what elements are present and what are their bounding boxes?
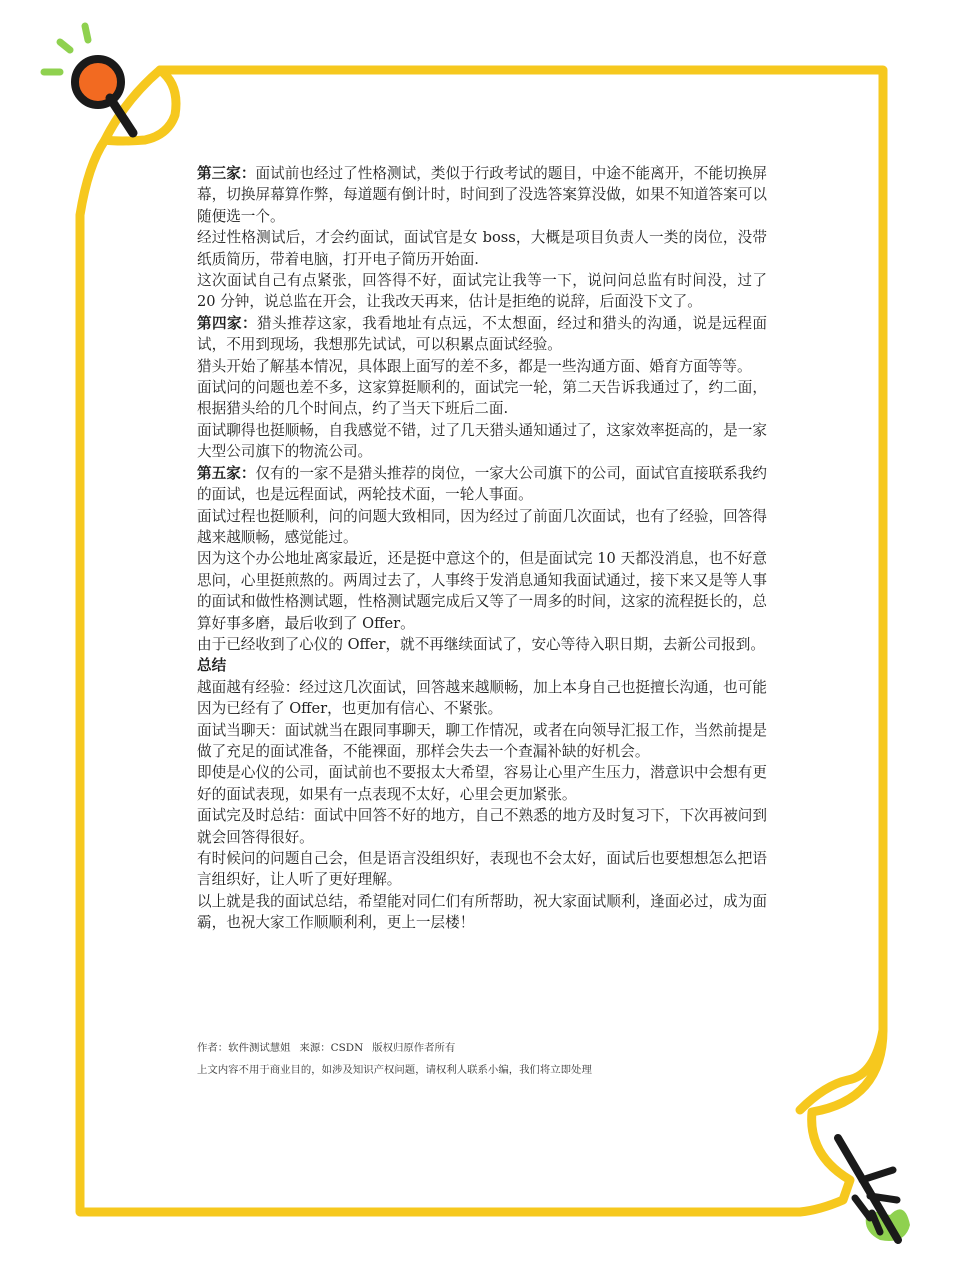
paragraph: 由于已经收到了心仪的 Offer，就不再继续面试了，安心等待入职日期，去新公司报到。 (197, 635, 765, 653)
summary-paragraph: 越面越有经验：经过这几次面试，回答越来越顺畅，加上本身自己也挺擅长沟通，也可能因为已经有了 Offer，也更加有信心、不紧张。 (197, 678, 767, 718)
disclaimer: 上文内容不用于商业目的，如涉及知识产权问题，请权利人联系小编，我们将立即处理 (197, 1064, 592, 1076)
summary-paragraph: 面试完及时总结：面试中回答不好的地方，自己不熟悉的地方及时复习下，下次再被问到就会回答得很好。 (197, 807, 767, 846)
credit-line (197, 1042, 797, 1055)
summary-paragraph: 即使是心仪的公司，面试前也不要报太大希望，容易让心里产生压力，潜意识中会想有更好的面试表现，如果有一点表现不太好，心里会更加紧张。 (197, 764, 767, 803)
paragraph: 因为这个办公地址离家最近，还是挺中意这个的，但是面试完 10 天都没消息，也不好意思问，心里挺煎熬的。两周过去了，人事终于发消息通知我面试通过，接下来又是等人事的面试和做性格测试题，性格测试题完成后又等了一周多的时间，这家的流程挺长的，总算好事多磨，最后收到了 Offer。 (197, 550, 767, 632)
summary-paragraph: 以上就是我的面试总结，希望能对同仁们有所帮助，祝大家面试顺利，逢面必过，成为面霸，也祝大家工作顺顺利利，更上一层楼！ (197, 892, 767, 932)
article-footer (197, 1042, 797, 1077)
source-credit: 来源：CSDN (299, 1042, 364, 1054)
section-label: 第五家： (197, 464, 256, 482)
summary-paragraph: 有时候问的问题自己会，但是语言没组织好，表现也不会太好，面试后也要想想怎么把语言组织好，让人听了更好理解。 (197, 850, 767, 889)
paragraph-company-5 (197, 463, 767, 506)
rights-notice: 版权归原作者所有 (372, 1042, 456, 1054)
section-label: 第三家： (197, 165, 256, 182)
paragraph: 这次面试自己有点紧张，回答得不好，面试完让我等一下，说问问总监有时间没，过了 20 分钟，说总监在开会，让我改天再来，估计是拒绝的说辞，后面没下文了。 (197, 272, 767, 311)
summary-heading: 总结 (197, 657, 227, 675)
pin-doodle-icon (75, 59, 133, 133)
paragraph-text: 仅有的一家不是猎头推荐的岗位，一家大公司旗下的公司，面试官直接联系我约的面试，也是远程面试，两轮技术面，一轮人事面。 (197, 464, 767, 504)
page-curl-bottom-right (800, 1030, 883, 1110)
paragraph-text: 猎头推荐这家，我看地址有点远，不太想面，经过和猎头的沟通，说是远程面试，不用到现场，我想那先试试，可以积累点面试经验。 (197, 314, 767, 354)
paragraph: 经过性格测试后，才会约面试，面试官是女 boss，大概是项目负责人一类的岗位，没带纸质简历，带着电脑，打开电子简历开始面. (197, 229, 767, 268)
paragraph: 猎头开始了解基本情况，具体跟上面写的差不多，都是一些沟通方面、婚育方面等等。 (197, 357, 752, 375)
article-body (197, 163, 767, 934)
section-label: 第四家： (197, 314, 258, 332)
paragraph: 面试过程也挺顺利，问的问题大致相同，因为经过了前面几次面试，也有了经验，回答得越来越顺畅，感觉能过。 (197, 507, 767, 546)
paragraph-company-3 (197, 163, 767, 227)
paragraph-text: 面试前也经过了性格测试，类似于行政考试的题目，中途不能离开，不能切换屏幕，切换屏幕算作弊，每道题有倒计时，时间到了没选答案算没做，如果不知道答案可以随便选一个。 (197, 165, 767, 225)
author-credit: 作者：软件测试慧姐 (197, 1042, 291, 1054)
paragraph-company-4 (197, 313, 767, 356)
paragraph: 面试聊得也挺顺畅，自我感觉不错，过了几天猎头通知通过了，这家效率挺高的，是一家大型公司旗下的物流公司。 (197, 421, 767, 461)
paragraph: 面试问的问题也差不多，这家算挺顺利的，面试完一轮，第二天告诉我通过了，约二面，根据猎头给的几个时间点，约了当天下班后二面. (197, 379, 767, 418)
summary-paragraph: 面试当聊天：面试就当在跟同事聊天，聊工作情况，或者在向领导汇报工作，当然前提是做了充足的面试准备，不能裸面，那样会失去一个查漏补缺的好机会。 (197, 721, 767, 760)
